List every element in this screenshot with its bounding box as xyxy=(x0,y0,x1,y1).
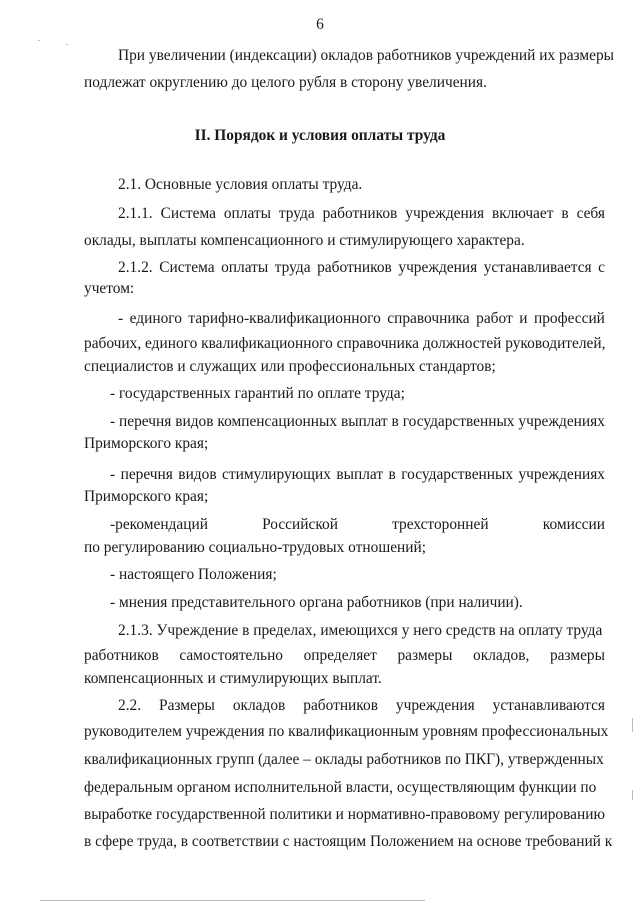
paragraph-line: выработке государственной политики и нормативно-правовому регулированию xyxy=(84,806,605,823)
word: стимулирующих xyxy=(222,466,331,483)
paragraph-line: в сфере труда, в соответствии с настоящим Положением на основе требований к xyxy=(84,833,613,850)
word: труда xyxy=(278,205,315,222)
list-item: - государственных гарантий по оплате труда; xyxy=(110,385,405,402)
word: учреждения xyxy=(395,697,475,714)
word: Система xyxy=(159,259,215,276)
paragraph-line: компенсационных и стимулирующих выплат. xyxy=(84,670,382,687)
word: 2.2. xyxy=(118,697,142,714)
word: - xyxy=(118,310,124,327)
word: выплат xyxy=(340,413,388,430)
word: единого xyxy=(129,310,182,327)
word: профессий xyxy=(533,310,605,327)
word: работников xyxy=(84,647,159,664)
word: 2.1.1. xyxy=(118,205,153,222)
paragraph-line: Приморского края; xyxy=(84,435,209,452)
word: самостоятельно xyxy=(179,647,284,664)
word: учреждениях xyxy=(518,413,605,430)
list-item: - мнения представительного органа работников (при наличии). xyxy=(110,594,523,611)
word: работников xyxy=(317,259,392,276)
word: с xyxy=(598,259,605,276)
word: 2.1.2. xyxy=(118,259,153,276)
word: размеры xyxy=(549,647,605,664)
word: оплаты xyxy=(221,259,269,276)
word: размеры xyxy=(397,647,453,664)
word: в xyxy=(561,205,569,222)
word: определяет xyxy=(303,647,377,664)
scan-border-line xyxy=(40,900,425,901)
word: комиссии xyxy=(542,516,605,533)
word: перечня xyxy=(119,413,172,430)
paragraph-line: специалистов и служащих или профессиональных стандартов; xyxy=(84,358,496,375)
word: в xyxy=(391,413,399,430)
word: тарифно-квалификационного xyxy=(188,310,381,327)
justified-line xyxy=(118,259,605,277)
paragraph-line: 2.1. Основные условия оплаты труда. xyxy=(118,176,363,193)
word: справочника xyxy=(387,310,470,327)
word: государственных xyxy=(401,466,514,483)
scan-speck xyxy=(38,40,40,41)
paragraph-line: оклады, выплаты компенсационного и стимулирующего характера. xyxy=(84,232,525,249)
word: включает xyxy=(491,205,554,222)
word: работников xyxy=(322,205,398,222)
paragraph-line: по регулированию социально-трудовых отношений; xyxy=(84,539,427,556)
justified-line xyxy=(84,647,605,665)
justified-line xyxy=(118,697,605,715)
paragraph-line: подлежат округлению до целого рубля в сторону увеличения. xyxy=(84,74,487,91)
word: Размеры xyxy=(159,697,215,714)
paragraph-line: федеральным органом исполнительной власти, осуществляющим функции по xyxy=(84,779,597,796)
word: работников xyxy=(303,697,378,714)
word: труда xyxy=(274,259,311,276)
scan-edge-mark xyxy=(632,718,633,732)
word: окладов xyxy=(232,697,286,714)
word: учреждения xyxy=(398,259,478,276)
word: окладов, xyxy=(473,647,530,664)
justified-line xyxy=(110,516,605,534)
word: трехсторонней xyxy=(392,516,489,533)
paragraph-line: учетом: xyxy=(84,280,135,297)
list-item: - настоящего Положения; xyxy=(110,566,277,583)
justified-line xyxy=(118,205,605,223)
word: - xyxy=(110,413,116,430)
word: учреждения xyxy=(405,205,485,222)
justified-line xyxy=(110,466,605,484)
word: себя xyxy=(576,205,605,222)
word: в xyxy=(388,466,396,483)
word: и xyxy=(519,310,528,327)
word: перечня xyxy=(120,466,173,483)
word: работ xyxy=(476,310,513,327)
paragraph-line: руководителем учреждения по квалификационным уровням профессиональных xyxy=(84,723,609,740)
word: видов xyxy=(178,466,217,483)
word: -рекомендаций xyxy=(110,516,208,533)
scan-edge-mark xyxy=(632,790,633,800)
word: учреждениях xyxy=(518,466,605,483)
word: устанавливается xyxy=(483,259,592,276)
word: видов xyxy=(175,413,214,430)
page-number: 6 xyxy=(316,16,324,33)
word: компенсационных xyxy=(217,413,338,430)
word: государственных xyxy=(402,413,515,430)
word: устанавливаются xyxy=(492,697,605,714)
paragraph-line: 2.1.3. Учреждение в пределах, имеющихся у него средств на оплату труда xyxy=(118,622,603,639)
paragraph-line: квалификационных групп (далее – оклады работников по ПКГ), утвержденных xyxy=(84,751,604,768)
word: - xyxy=(110,466,116,483)
paragraph-line: При увеличении (индексации) окладов работников учреждений их размеры xyxy=(118,47,614,64)
word: Российской xyxy=(262,516,338,533)
justified-line xyxy=(110,413,605,431)
scan-speck xyxy=(66,44,68,45)
paragraph-line: Приморского края; xyxy=(84,488,209,505)
word: Система xyxy=(160,205,216,222)
word: оплаты xyxy=(223,205,271,222)
section-heading: II. Порядок и условия оплаты труда xyxy=(194,127,446,144)
word: выплат xyxy=(336,466,384,483)
justified-line xyxy=(118,310,605,328)
paragraph-line: рабочих, единого квалификационного справочника должностей руководителей, xyxy=(84,335,606,352)
